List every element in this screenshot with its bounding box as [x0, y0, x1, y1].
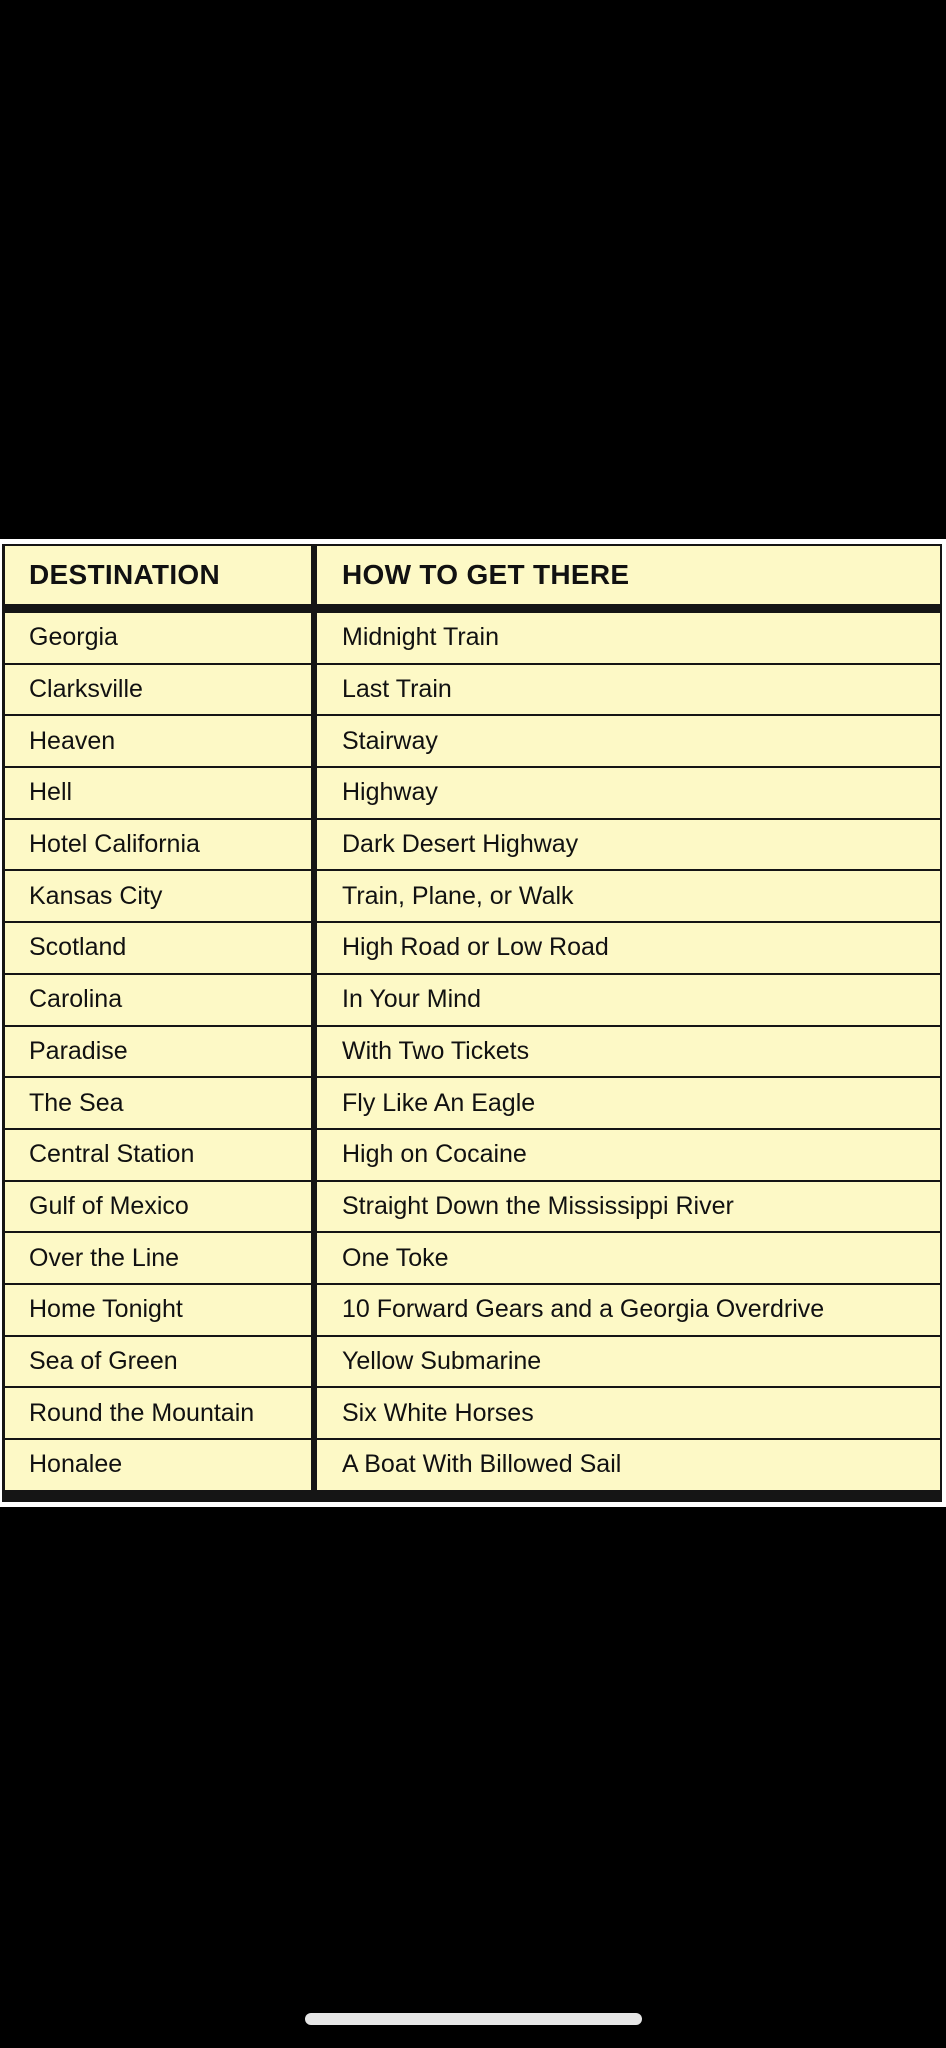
how-to-get-there-cell: Train, Plane, or Walk: [317, 871, 940, 921]
header-destination: DESTINATION: [5, 546, 311, 604]
table-row: [5, 871, 940, 921]
table-row: [5, 768, 940, 818]
destination-cell: Paradise: [5, 1027, 311, 1077]
table-row: [5, 975, 940, 1025]
how-to-get-there-cell: A Boat With Billowed Sail: [317, 1440, 940, 1490]
table-row: [5, 820, 940, 870]
table-header-row: [5, 546, 940, 604]
table-row: [5, 613, 940, 663]
table-row: [5, 1182, 940, 1232]
how-to-get-there-cell: Last Train: [317, 665, 940, 715]
header-how-to-get-there: HOW TO GET THERE: [317, 546, 940, 604]
how-to-get-there-cell: Stairway: [317, 716, 940, 766]
table-row: [5, 665, 940, 715]
destination-cell: Heaven: [5, 716, 311, 766]
how-to-get-there-cell: Straight Down the Mississippi River: [317, 1182, 940, 1232]
destination-cell: Scotland: [5, 923, 311, 973]
how-to-get-there-cell: High Road or Low Road: [317, 923, 940, 973]
table-grid: [2, 544, 942, 1502]
destination-cell: Gulf of Mexico: [5, 1182, 311, 1232]
how-to-get-there-cell: Midnight Train: [317, 613, 940, 663]
how-to-get-there-cell: With Two Tickets: [317, 1027, 940, 1077]
how-to-get-there-cell: Six White Horses: [317, 1388, 940, 1438]
how-to-get-there-cell: Dark Desert Highway: [317, 820, 940, 870]
destination-cell: Clarksville: [5, 665, 311, 715]
destination-cell: Central Station: [5, 1130, 311, 1180]
destination-cell: Round the Mountain: [5, 1388, 311, 1438]
how-to-get-there-cell: High on Cocaine: [317, 1130, 940, 1180]
table-row: [5, 1078, 940, 1128]
table-row: [5, 1027, 940, 1077]
destination-cell: Home Tonight: [5, 1285, 311, 1335]
destination-cell: Georgia: [5, 613, 311, 663]
destination-cell: Sea of Green: [5, 1337, 311, 1387]
table-row: [5, 923, 940, 973]
table-body: [5, 613, 940, 1500]
destination-cell: Over the Line: [5, 1233, 311, 1283]
how-to-get-there-cell: In Your Mind: [317, 975, 940, 1025]
destination-cell: Carolina: [5, 975, 311, 1025]
table-row: [5, 1440, 940, 1490]
table-row: [5, 1388, 940, 1438]
how-to-get-there-cell: 10 Forward Gears and a Georgia Overdrive: [317, 1285, 940, 1335]
destination-cell: Honalee: [5, 1440, 311, 1490]
table-row: [5, 1233, 940, 1283]
how-to-get-there-cell: Fly Like An Eagle: [317, 1078, 940, 1128]
destination-cell: Kansas City: [5, 871, 311, 921]
destination-cell: The Sea: [5, 1078, 311, 1128]
table-row: [5, 1285, 940, 1335]
destination-cell: Hotel California: [5, 820, 311, 870]
home-indicator-bar[interactable]: [305, 2013, 642, 2025]
destination-table: [0, 539, 946, 1507]
table-row: [5, 716, 940, 766]
how-to-get-there-cell: Highway: [317, 768, 940, 818]
how-to-get-there-cell: Yellow Submarine: [317, 1337, 940, 1387]
table-row: [5, 1337, 940, 1387]
destination-cell: Hell: [5, 768, 311, 818]
table-row: [5, 1130, 940, 1180]
how-to-get-there-cell: One Toke: [317, 1233, 940, 1283]
